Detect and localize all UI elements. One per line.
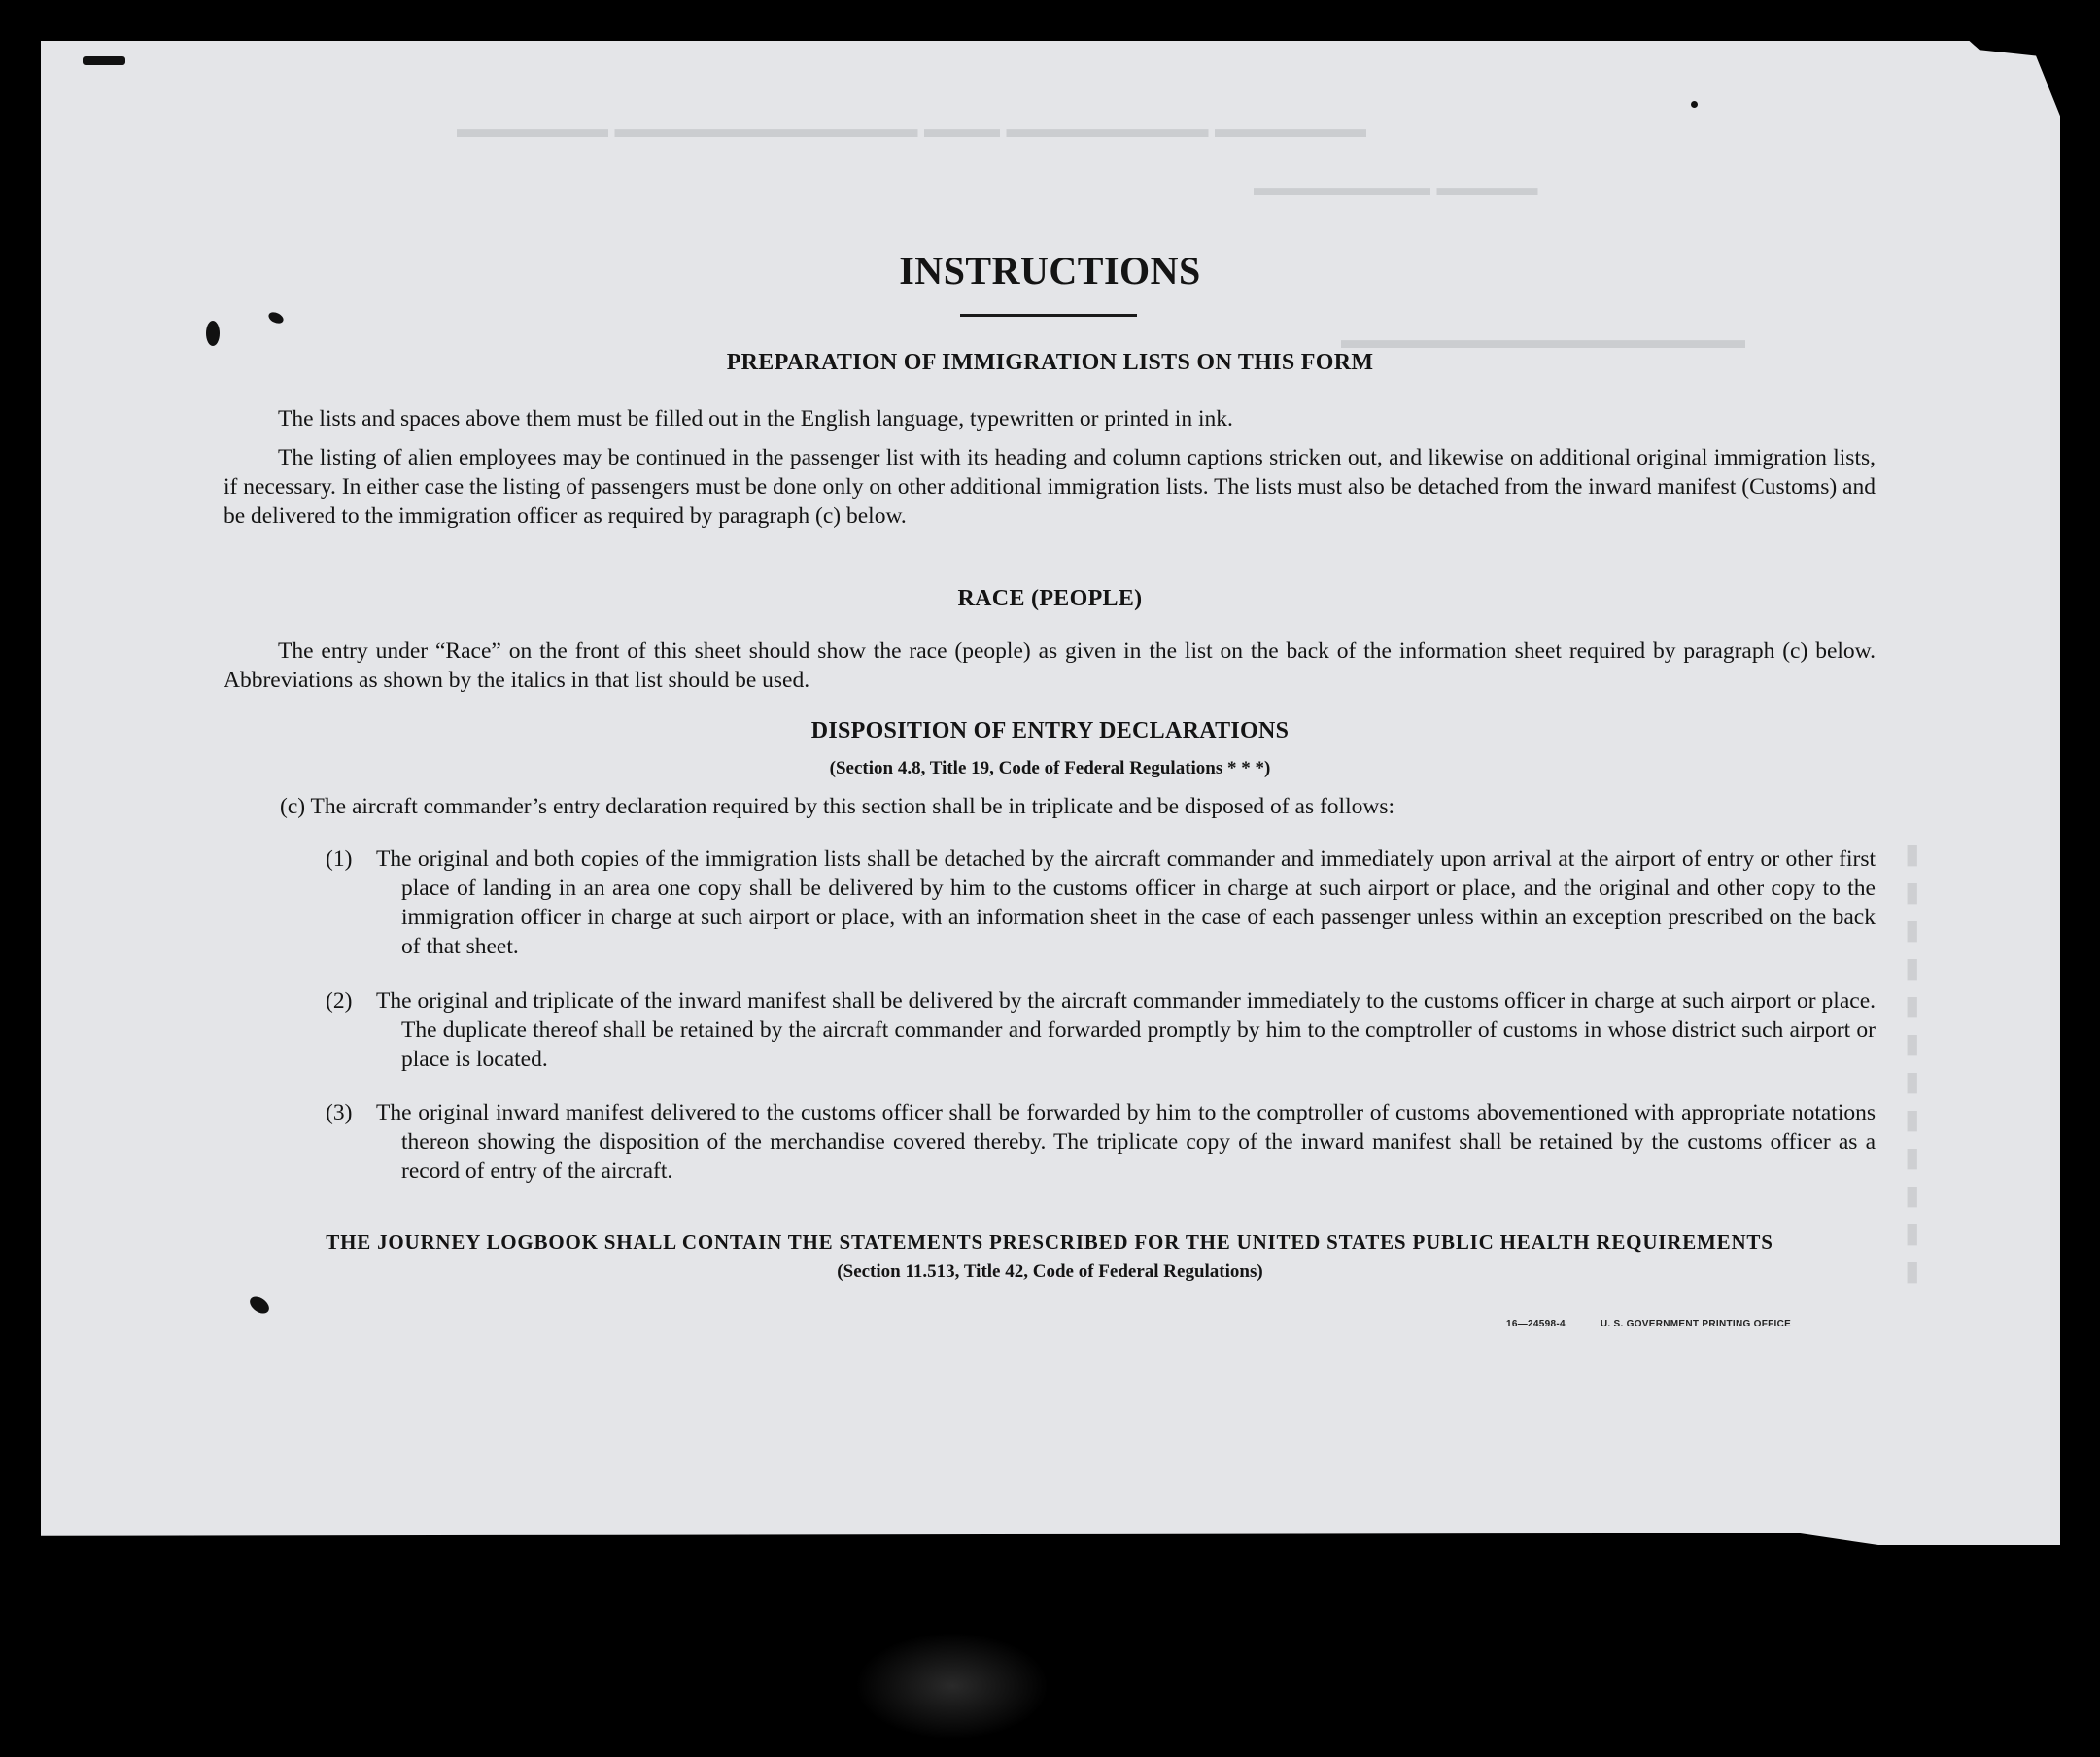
bleed-through-column: ▮ ▮ ▮ ▮ ▮ ▮ ▮ ▮ ▮ ▮ ▮ ▮	[1905, 840, 1920, 1287]
bleed-through-line: ▬▬▬▬ ▬▬▬▬▬▬▬	[1254, 173, 1538, 201]
printer-name: U. S. GOVERNMENT PRINTING OFFICE	[1600, 1319, 1792, 1329]
bleed-through-line: ▬▬▬▬▬▬▬▬▬▬▬▬▬▬▬▬	[1341, 326, 1745, 354]
section-heading-disposition: DISPOSITION OF ENTRY DECLARATIONS	[810, 718, 1290, 743]
closing-statement: THE JOURNEY LOGBOOK SHALL CONTAIN THE STATEMENTS PRESCRIBED FOR THE UNITED STATES PUBLIC HEALTH REQUIREMENTS	[326, 1230, 1773, 1254]
bleed-through-line: ▬▬▬▬▬▬ ▬▬▬▬▬▬▬▬ ▬▬▬ ▬▬▬▬▬▬▬▬▬▬▬▬ ▬▬▬▬▬▬	[457, 115, 1366, 143]
item-text: The original and both copies of the immigration lists shall be detached by the aircraft commander and immediately upon arrival at the airport of entry or other first place of landing in an area one copy shall be delivered by him to the customs officer in charge at such airport or place, and the original and other copy to the immigration officer in charge at such airport or place, with an information sheet in the case of each passenger unless within an exception prescribed on the back of that sheet.	[376, 846, 1876, 959]
section-heading-preparation: PREPARATION OF IMMIGRATION LISTS ON THIS FORM	[726, 350, 1374, 375]
section-citation: (Section 4.8, Title 19, Code of Federal Regulations * * *)	[829, 758, 1271, 778]
printer-imprint	[1506, 1319, 1826, 1329]
item-number: (1)	[326, 846, 353, 872]
paragraph: The entry under “Race” on the front of this sheet should show the race (people) as given in the list on the back of the information sheet required by paragraph (c) below. Abbreviations as shown by the italics in that list should be used.	[224, 638, 1876, 693]
page-title: INSTRUCTIONS	[899, 249, 1201, 293]
item-text: The original inward manifest delivered to the customs officer shall be forwarded by him to the comptroller of customs abovementioned with appropriate notations thereon showing the disposition of the merchandise covered thereby. The triplicate copy of the inward manifest shall be retained by the customs officer as a record of entry of the aircraft.	[376, 1100, 1876, 1184]
item-number: (3)	[326, 1100, 353, 1125]
section-heading-race: RACE (PEOPLE)	[957, 586, 1143, 611]
list-item	[326, 1098, 1876, 1186]
paragraph-intro: (c) The aircraft commander’s entry declaration required by this section shall be in triplicate and be disposed of as follows:	[280, 794, 1394, 819]
list-item	[326, 844, 1876, 961]
closing-citation: (Section 11.513, Title 42, Code of Federal Regulations)	[837, 1261, 1263, 1282]
form-number: 16—24598-4	[1506, 1319, 1566, 1329]
paragraph: The lists and spaces above them must be filled out in the English language, typewritten or printed in ink.	[278, 406, 1233, 431]
item-text: The original and triplicate of the inward manifest shall be delivered by the aircraft commander immediately to the customs officer in charge at such airport or place. The duplicate thereof shall be retained by the aircraft commander and forwarded promptly by him to the comptroller of customs in whose district such airport or place is located.	[376, 988, 1876, 1072]
list-item	[326, 986, 1876, 1074]
item-number: (2)	[326, 988, 353, 1014]
paragraph: The listing of alien employees may be continued in the passenger list with its heading and column captions stricken out, and likewise on additional original immigration lists, if necessary. In either case the listing of passengers must be done only on other additional immigration lists. The lists must also be detached from the inward manifest (Customs) and be delivered to the immigration officer as required by paragraph (c) below.	[224, 445, 1876, 529]
title-underline	[960, 314, 1137, 317]
